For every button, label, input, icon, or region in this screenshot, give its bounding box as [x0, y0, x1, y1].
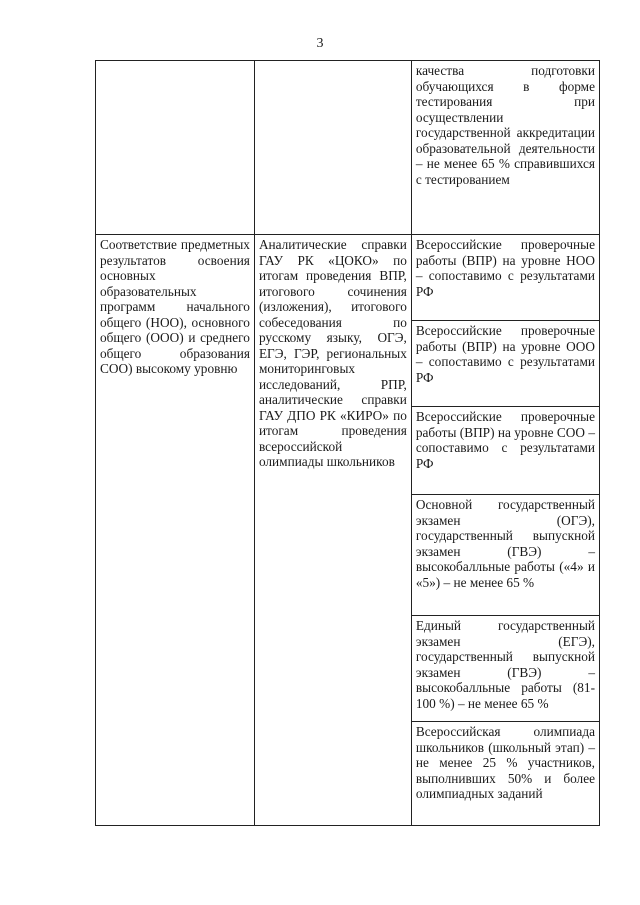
indicator-text: качества подготовки обучающихся в форме тестирования при осуществлении государственной аккредитации образовательной деятельности – не менее 65 % справившихся с тестированием: [415, 63, 595, 187]
indicator-cell: [411, 321, 599, 407]
indicator-cell: [411, 722, 599, 826]
criterion-cell: [96, 235, 255, 826]
indicator-cell: [411, 495, 599, 616]
indicator-cell: [411, 235, 599, 321]
indicator-text: Единый государственный экзамен (ЕГЭ), государственный выпускной экзамен (ГВЭ) – высокобалльные работы (81-100 %) – не менее 65 %: [415, 618, 595, 711]
indicator-cell: [411, 61, 599, 235]
indicator-text: Всероссийские проверочные работы (ВПР) на уровне ООО – сопоставимо с результатами РФ: [415, 323, 595, 385]
table-cell-empty: [96, 61, 255, 235]
criterion-text: Соответствие предметных результатов освоения основных образовательных программ начального общего (НОО), основного общего (ООО) и среднего общего образования СОО) высокому уровню: [100, 237, 250, 376]
page-number: 3: [316, 36, 324, 51]
source-text: Аналитические справки ГАУ РК «ЦОКО» по итогам проведения ВПР, итогового сочинения (изложения), итогового собеседования по русскому языку, ОГЭ, ЕГЭ, ГЭР, региональных мониторинговых исследований, РПР, аналитические справки ГАУ ДПО РК «КИРО» по итогам проведения всероссийской олимпиады школьников: [258, 237, 407, 469]
table-cell-empty: [254, 61, 411, 235]
indicator-text: Основной государственный экзамен (ОГЭ), государственный выпускной экзамен (ГВЭ) – высокобалльные работы («4» и «5») – не менее 65 %: [415, 497, 595, 590]
indicator-cell: [411, 616, 599, 722]
criteria-table: [95, 60, 600, 826]
indicator-text: Всероссийская олимпиада школьников (школьный этап) – не менее 25 % участников, выполнивших 50% и более олимпиадных заданий: [415, 724, 595, 801]
table-row: [96, 61, 600, 235]
source-cell: [254, 235, 411, 826]
indicator-text: Всероссийские проверочные работы (ВПР) на уровне НОО – сопоставимо с результатами РФ: [415, 237, 595, 299]
table-row: [96, 235, 600, 321]
indicator-text: Всероссийские проверочные работы (ВПР) на уровне СОО – сопоставимо с результатами РФ: [415, 409, 595, 471]
indicator-cell: [411, 407, 599, 495]
